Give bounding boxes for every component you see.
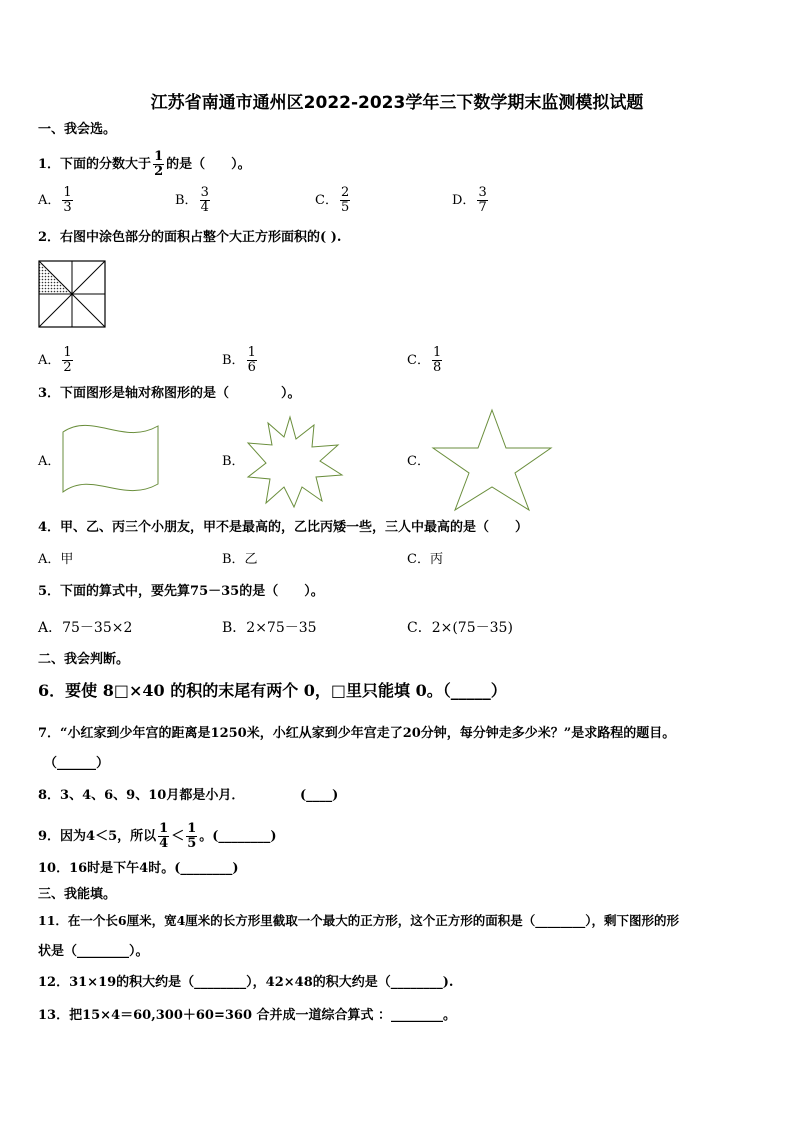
q3-option-c[interactable]: C． [407,454,430,469]
question-10: 10．16时是下午4时。(________) [38,861,239,876]
page-title: 江苏省南通市通州区2022-2023学年三下数学期末监测模拟试题 [150,93,644,113]
q3-option-a[interactable]: A． [38,454,61,469]
question-7: 7．“小红家到少年宫的距离是1250米，小红从家到少年宫走了20分钟，每分钟走多少米？”是求路程的题目。 [38,726,676,741]
q4-option-c[interactable]: C．丙 [407,552,443,567]
q7-answer-blank[interactable]: （______） [44,756,110,771]
square-division-figure [38,260,106,328]
wavy-flag-shape [58,418,164,498]
question-13: 13．把15×4＝60,300＋60=360 合并成一道综合算式 ：________。 [38,1008,457,1023]
question-11-cont: 状是（________）。 [38,944,149,959]
question-1: 1．下面的分数大于 $\frac{1}{2}$ 的是（ ）。 [38,149,251,179]
q5-option-c[interactable]: C．2×(75－35) [407,620,513,636]
starburst-shape [244,415,344,510]
question-2: 2．右图中涂色部分的面积占整个大正方形面积的( ). [38,230,342,245]
question-8: 8．3、4、6、9、10月都是小月． [38,788,245,803]
section-2-heading: 二、我会判断。 [38,652,130,667]
q2-option-b[interactable]: B． $\frac{1}{6}$ [222,345,256,375]
q5-option-b[interactable]: B．2×75－35 [222,620,317,636]
q4-option-b[interactable]: B．乙 [222,552,258,567]
question-11: 11．在一个长6厘米，宽4厘米的长方形里截取一个最大的正方形，这个正方形的面积是（________），剩下图形的形 [38,913,680,928]
q1-option-b[interactable]: B． $\frac{3}{4}$ [175,185,209,215]
q1-option-c[interactable]: C． $\frac{2}{5}$ [315,185,350,215]
question-3: 3．下面图形是轴对称图形的是（ ）。 [38,386,301,401]
q2-option-a[interactable]: A． $\frac{1}{2}$ [38,345,72,375]
question-5: 5．下面的算式中，要先算75－35的是（ ）。 [38,584,324,599]
q8-answer-blank[interactable]: (____) [300,788,339,803]
question-12: 12．31×19的积大约是（________），42×48的积大约是（________). [38,975,454,990]
q1-option-a[interactable]: A． $\frac{1}{3}$ [38,185,72,215]
question-4: 4．甲、乙、丙三个小朋友，甲不是最高的，乙比丙矮一些，三人中最高的是（ ） [38,520,529,535]
section-1-heading: 一、我会选。 [38,122,117,137]
fraction: $\frac{1}{2}$ [154,149,164,179]
five-point-star-shape [430,408,554,512]
section-3-heading: 三、我能填。 [38,887,117,902]
q1-option-d[interactable]: D． $\frac{3}{7}$ [452,185,487,215]
q4-option-a[interactable]: A．甲 [38,552,74,567]
question-9: 9．因为4＜5，所以 $\frac{1}{4}$ ＜ $\frac{1}{5}$ 。(________) [38,821,277,851]
q2-option-c[interactable]: C． $\frac{1}{8}$ [407,345,442,375]
q5-option-a[interactable]: A．75－35×2 [38,620,133,636]
q3-option-b[interactable]: B． [222,454,245,469]
question-6: 6．要使 8□×40 的积的末尾有两个 0，□里只能填 0。（_____） [38,681,507,700]
